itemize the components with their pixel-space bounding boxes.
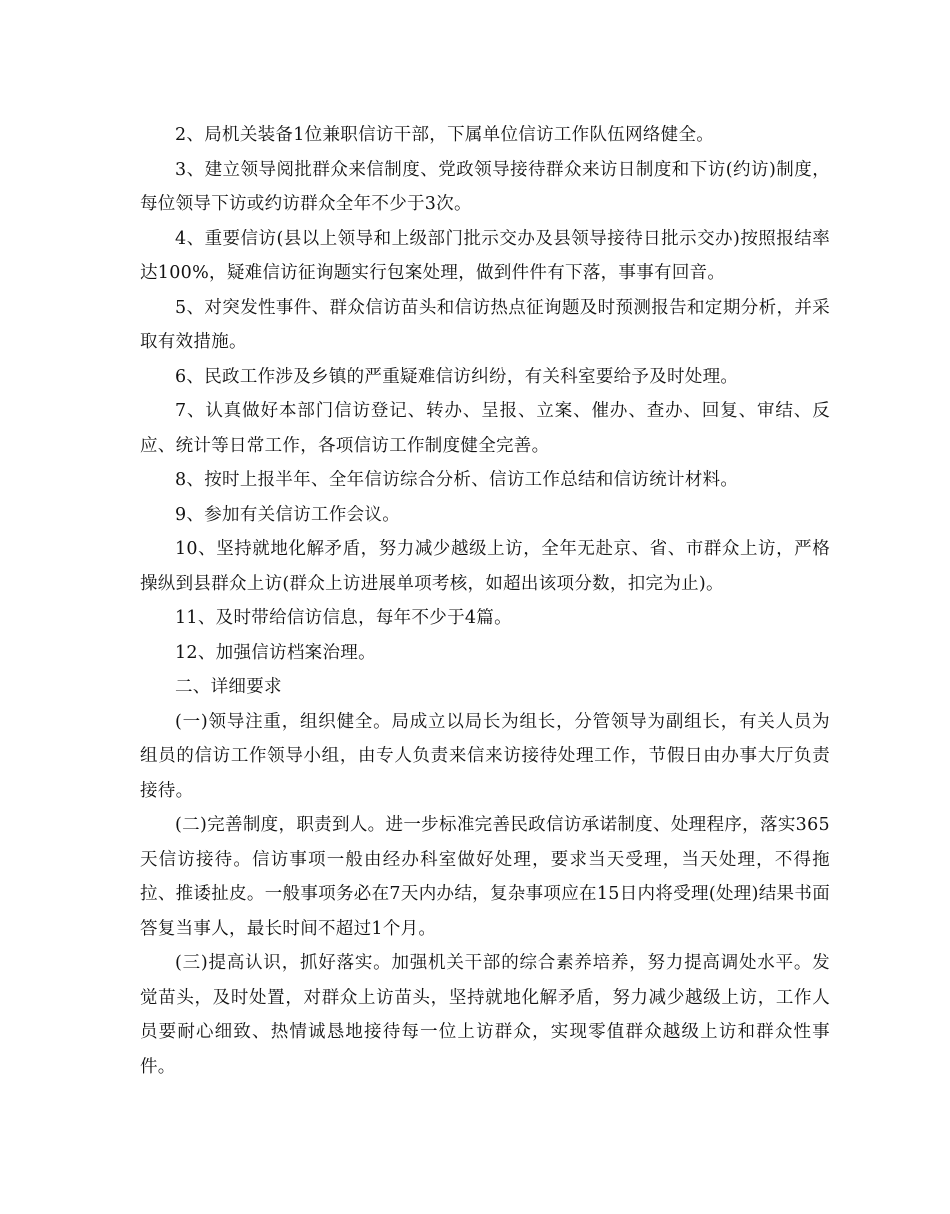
- paragraph-item-11: 11、及时带给信访信息，每年不少于4篇。: [175, 608, 512, 628]
- paragraph-item-12: 12、加强信访档案治理。: [175, 642, 376, 663]
- document-body: [140, 118, 830, 1084]
- requirement-paragraph-3: (三)提高认识，抓好落实。加强机关干部的综合素养培养，努力提高调处水平。发觉苗头，及时处置，对群众上访苗头，坚持就地化解矛盾，努力减少越级上访，工作人员要耐心细致、热情诚恳地接待每一位上访群众，实现零值群众越级上访和群众性事件。: [140, 953, 830, 1077]
- paragraph-item-7: 7、认真做好本部门信访登记、转办、呈报、立案、催办、查办、回复、审结、反应、统计等日常工作，各项信访工作制度健全完善。: [140, 401, 830, 456]
- paragraph-item-5: 5、对突发性事件、群众信访苗头和信访热点征询题及时预测报告和定期分析，并采取有效措施。: [140, 297, 830, 352]
- paragraph-item-9: 9、参加有关信访工作会议。: [175, 504, 401, 525]
- section-heading-requirements: 二、详细要求: [175, 677, 282, 697]
- requirement-paragraph-2: (二)完善制度，职责到人。进一步标准完善民政信访承诺制度、处理程序，落实365天信访接待。信访事项一般由经办科室做好处理，要求当天受理，当天处理，不得拖拉、推诿扯皮。一般事项务必在7天内办结，复杂事项应在15日内将受理(处理)结果书面答复当事人，最长时间不超过1个月。: [140, 815, 830, 939]
- paragraph-item-4: 4、重要信访(县以上领导和上级部门批示交办及县领导接待日批示交办)按照报结率达100%，疑难信访征询题实行包案处理，做到件件有下落，事事有回音。: [140, 228, 830, 283]
- paragraph-item-10: 10、坚持就地化解矛盾，努力减少越级上访，全年无赴京、省、市群众上访，严格操纵到县群众上访(群众上访进展单项考核，如超出该项分数，扣完为止)。: [140, 539, 830, 594]
- paragraph-item-6: 6、民政工作涉及乡镇的严重疑难信访纠纷，有关科室要给予及时处理。: [175, 366, 739, 387]
- paragraph-item-3: 3、建立领导阅批群众来信制度、党政领导接待群众来访日制度和下访(约访)制度，每位领导下访或约访群众全年不少于3次。: [140, 159, 830, 214]
- requirement-paragraph-1: (一)领导注重，组织健全。局成立以局长为组长，分管领导为副组长，有关人员为组员的信访工作领导小组，由专人负责来信来访接待处理工作，节假日由办事大厅负责接待。: [140, 711, 830, 801]
- paragraph-item-8: 8、按时上报半年、全年信访综合分析、信访工作总结和信访统计材料。: [175, 470, 739, 490]
- paragraph-item-2: 2、局机关装备1位兼职信访干部，下属单位信访工作队伍网络健全。: [175, 125, 715, 145]
